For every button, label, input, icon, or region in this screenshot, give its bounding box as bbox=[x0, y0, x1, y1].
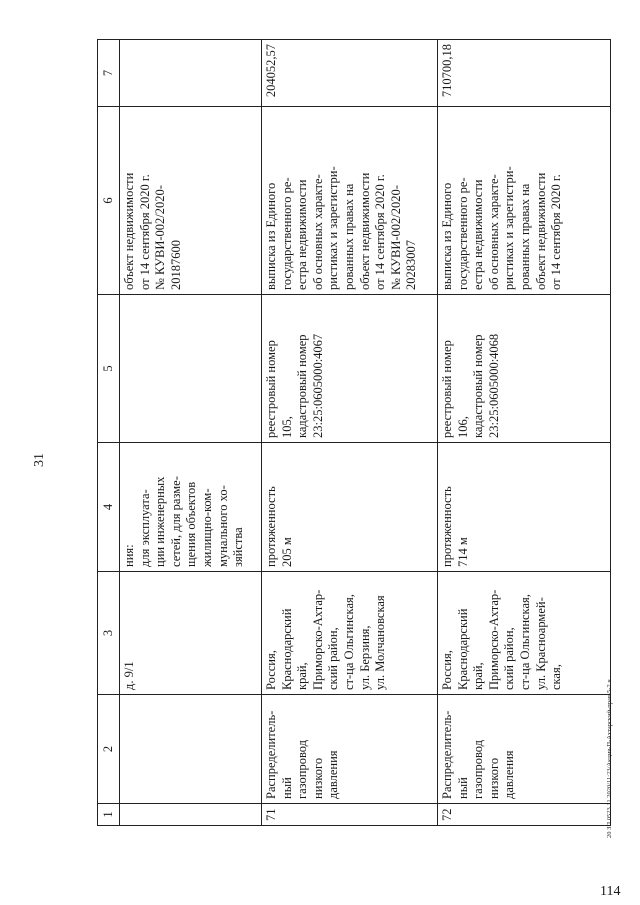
header-row bbox=[98, 40, 120, 826]
cell-name: Распределитель- ный газопровод низкого давления bbox=[438, 695, 611, 804]
cell-number: 71 bbox=[262, 804, 438, 826]
cell-characteristics: ния: для эксплуата- ции инженерных сетей, для разме- щения объектов жилищно-ком- мунального хо- зяйства bbox=[120, 443, 262, 572]
cell-document: выписка из Единого государственного ре- естра недвижимости об основных характе- ристиках и зарегистри- рованных правах на объект недвижимости от 14 сентября 2020 г. bbox=[438, 107, 611, 295]
header-col-2: 2 bbox=[98, 695, 120, 804]
cell-registry: реестровый номер 106, кадастровый номер 23:25:0605000:4068 bbox=[438, 295, 611, 443]
property-table bbox=[97, 39, 611, 826]
header-col-5: 5 bbox=[98, 295, 120, 443]
side-stamp: 20 ЗП 0523.11.2020/11:23/Акция-П-Ахтарский-прав-5-2.ч bbox=[606, 679, 613, 838]
cell-value bbox=[120, 40, 262, 107]
cell-address: Россия, Краснодарский край, Приморско-Ахтар- ский район, ст-ца Ольгинская, ул. Красноармей- ская, bbox=[438, 572, 611, 695]
header-col-1: 1 bbox=[98, 804, 120, 826]
header-col-4: 4 bbox=[98, 443, 120, 572]
cell-value: 710700,18 bbox=[438, 40, 611, 107]
table-row bbox=[438, 40, 611, 826]
table-row bbox=[262, 40, 438, 826]
page-number-top: 31 bbox=[32, 453, 47, 467]
cell-name: Распределитель- ный газопровод низкого давления bbox=[262, 695, 438, 804]
page-number-bottom: 114 bbox=[600, 884, 621, 899]
cell-characteristics: протяженность 714 м bbox=[438, 443, 611, 572]
cell-registry bbox=[120, 295, 262, 443]
header-col-6: 6 bbox=[98, 107, 120, 295]
cell-document: выписка из Единого государственного ре- естра недвижимости об основных характе- ристиках и зарегистри- рованных правах на объект недвижимости от 14 сентября 2020 г. № КУВИ-002/2020- 20283007 bbox=[262, 107, 438, 295]
cell-value: 204052,57 bbox=[262, 40, 438, 107]
cell-address: Россия, Краснодарский край, Приморско-Ахтар- ский район, ст-ца Ольгинская, ул. Берзиня, ул. Молчановская bbox=[262, 572, 438, 695]
header-col-7: 7 bbox=[98, 40, 120, 107]
table-row-continuation bbox=[120, 40, 262, 826]
cell-registry: реестровый номер 105, кадастровый номер 23:25:0605000:4067 bbox=[262, 295, 438, 443]
header-col-3: 3 bbox=[98, 572, 120, 695]
cell-number: 72 bbox=[438, 804, 611, 826]
cell-document: объект недвижимости от 14 сентября 2020 г. № КУВИ-002/2020- 20187600 bbox=[120, 107, 262, 295]
cell-characteristics: протяженность 205 м bbox=[262, 443, 438, 572]
cell-number bbox=[120, 804, 262, 826]
cell-name bbox=[120, 695, 262, 804]
cell-address: д. 9/1 bbox=[120, 572, 262, 695]
document-table-wrapper bbox=[97, 40, 610, 826]
